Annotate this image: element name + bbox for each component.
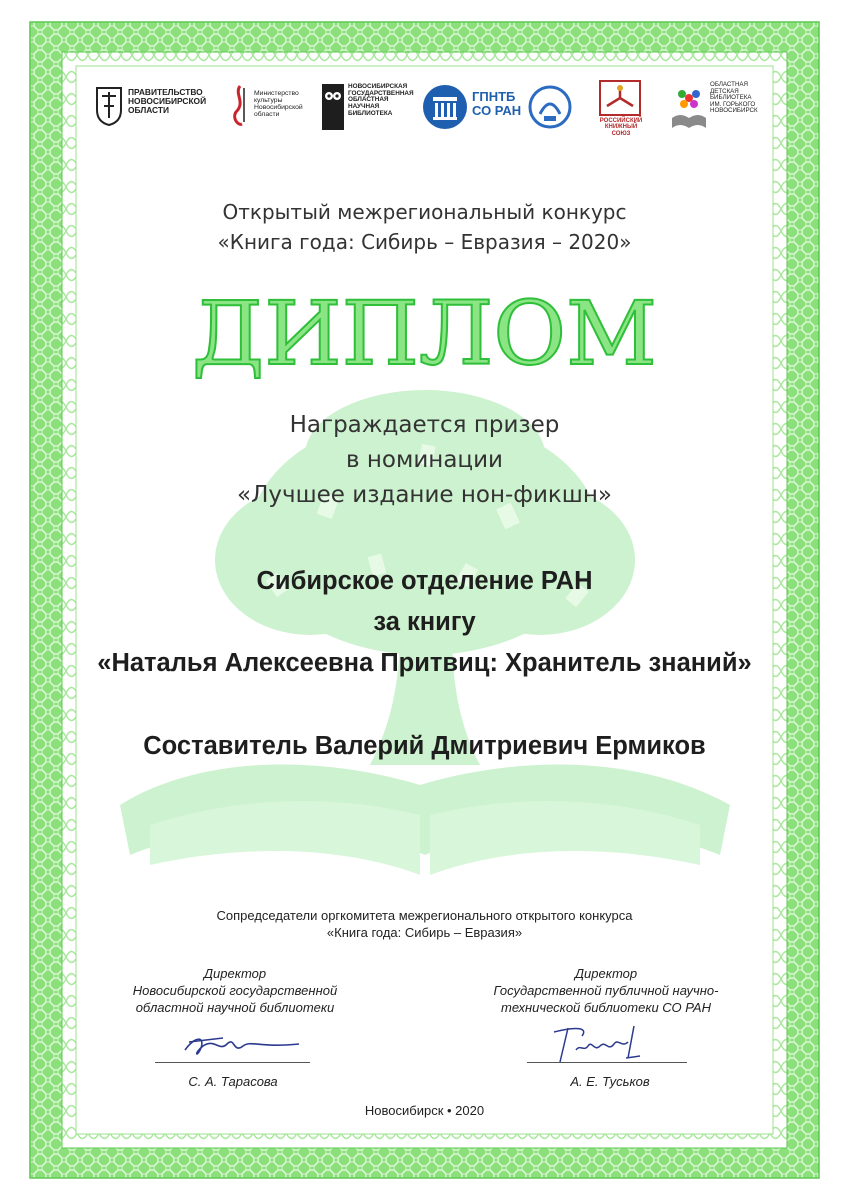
award-line-1: Награждается призер: [289, 412, 560, 438]
ras-emblem-icon: [528, 84, 572, 130]
book-union-logo: [595, 78, 665, 136]
signature-line-right: [527, 1062, 687, 1063]
logo-text: Министерство культуры Новосибирской области: [254, 90, 303, 119]
winner-for-book: за книгу: [373, 608, 476, 636]
ministry-of-culture-logo: [230, 78, 320, 136]
nomination-name: «Лучшее издание нон-фикшн»: [237, 482, 612, 508]
winner-organization: Сибирское отделение РАН: [256, 567, 593, 595]
logo-text: ОБЛАСТНАЯ ДЕТСКАЯ БИБЛИОТЕКА ИМ. ГОРЬКОГО НОВОСИБИРСК: [710, 81, 758, 114]
signatory-org-line-2: технической библиотеки СО РАН: [501, 1000, 711, 1015]
logo-text: РОССИЙСКИЙ КНИЖНЫЙ СОЮЗ: [599, 118, 643, 137]
winner-block: [0, 561, 849, 684]
co-chairs-line-2: «Книга года: Сибирь – Евразия»: [326, 925, 523, 940]
book-title: «Наталья Алексеевна Притвиц: Хранитель знаний»: [97, 649, 752, 677]
signature-left: [175, 1028, 305, 1064]
gpntb-logo: [422, 78, 522, 136]
signatory-role: Директор: [203, 966, 267, 981]
partner-logos: [95, 78, 765, 136]
diploma-heading: [0, 278, 849, 388]
violin-icon: [230, 84, 250, 128]
novosibirsk-government-logo: [95, 78, 215, 136]
diploma-title: ДИПЛОМ: [192, 282, 657, 385]
award-text: [0, 408, 849, 513]
signature-line-left: [155, 1062, 310, 1063]
signatory-left-name: С. А. Тарасова: [188, 1074, 278, 1089]
signatory-org-line-1: Государственной публичной научно-: [493, 983, 719, 998]
co-chairs-caption: [0, 907, 849, 941]
signatory-right-title: [466, 965, 746, 1016]
signatory-right-name: А. Е. Туськов: [570, 1074, 650, 1089]
award-line-2: в номинации: [346, 447, 503, 473]
logo-text: ГПНТБ СО РАН: [472, 89, 522, 118]
signatory-role: Директор: [574, 966, 638, 981]
book-union-emblem-icon: [599, 80, 641, 116]
city-year-footer: Новосибирск • 2020: [364, 1103, 485, 1118]
gpntb-emblem-icon: [422, 84, 468, 130]
childrens-library-logo: [670, 78, 765, 136]
logo-text: ПРАВИТЕЛЬСТВО НОВОСИБИРСКОЙ ОБЛАСТИ: [128, 87, 207, 115]
owl-icon: [322, 84, 344, 130]
signatory-left-title: [95, 965, 375, 1016]
signatory-org-line-2: областной научной библиотеки: [135, 1000, 335, 1015]
compiler-name: Составитель Валерий Дмитриевич Ермиков: [143, 732, 706, 760]
contest-line-1: Открытый межрегиональный конкурс: [222, 200, 627, 224]
regional-library-logo: [322, 78, 417, 136]
coat-of-arms-icon: [95, 86, 123, 126]
contest-title: [0, 197, 849, 257]
flower-book-icon: [670, 84, 708, 130]
co-chairs-line-1: Сопредседатели оргкомитета межрегионального открытого конкурса: [216, 908, 633, 923]
ras-siberian-branch-logo: [528, 78, 574, 136]
contest-line-2: «Книга года: Сибирь – Евразия – 2020»: [217, 230, 632, 254]
logo-text: НОВОСИБИРСКАЯ ГОСУДАРСТВЕННАЯ ОБЛАСТНАЯ НАУЧНАЯ БИБЛИОТЕКА: [348, 83, 414, 117]
signatory-org-line-1: Новосибирской государственной: [132, 983, 338, 998]
signature-right: [548, 1022, 658, 1066]
